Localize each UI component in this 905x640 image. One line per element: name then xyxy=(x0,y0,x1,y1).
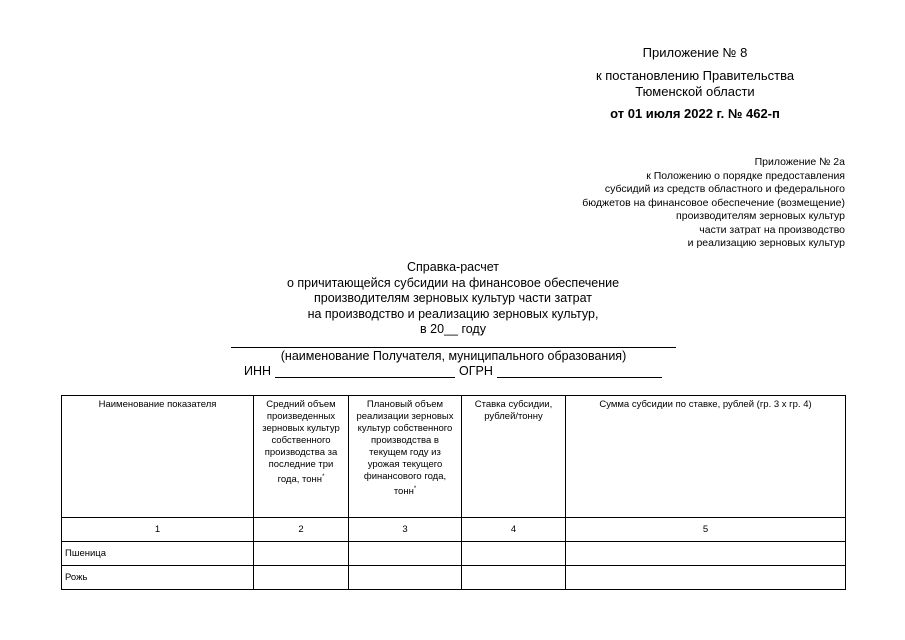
column-header: Сумма субсидии по ставке, рублей (гр. 3 x гр. 4) xyxy=(566,396,846,518)
title-line: Справка-расчет xyxy=(407,260,499,274)
title-line: в 20__ году xyxy=(420,322,486,336)
table-cell[interactable] xyxy=(349,542,462,566)
footnote-mark: * xyxy=(413,486,417,492)
table-cell[interactable] xyxy=(254,566,349,590)
row-label: Пшеница xyxy=(62,542,254,566)
sub-appendix-line: и реализацию зерновых культур xyxy=(687,237,845,249)
appendix-date: от 01 июля 2022 г. № 462-п xyxy=(610,106,780,121)
inn-label: ИНН xyxy=(244,364,272,378)
sub-appendix-line: производителям зерновых культур xyxy=(676,210,845,222)
sub-appendix-block xyxy=(480,156,845,251)
table-row xyxy=(62,566,846,590)
table-cell[interactable] xyxy=(566,566,846,590)
column-number-row xyxy=(62,518,846,542)
column-header: Ставка субсидии, рублей/тонну xyxy=(462,396,566,518)
table-cell[interactable] xyxy=(566,542,846,566)
appendix-number: Приложение № 8 xyxy=(642,45,748,60)
column-number: 1 xyxy=(62,518,254,542)
sub-appendix-line: части затрат на производство xyxy=(699,223,845,236)
recipient-caption: (наименование Получателя, муниципального образования) xyxy=(280,349,627,363)
column-number: 4 xyxy=(462,518,566,542)
table-cell[interactable] xyxy=(254,542,349,566)
appendix-block xyxy=(560,44,830,123)
sub-appendix-line: к Положению о порядке предоставления xyxy=(646,169,845,182)
table-row xyxy=(62,542,846,566)
sub-appendix-line: субсидий из средств областного и федерального xyxy=(604,183,845,195)
table-cell[interactable] xyxy=(462,542,566,566)
table-header-row xyxy=(62,396,846,518)
title-line: на производство и реализацию зерновых культур, xyxy=(307,306,599,321)
column-number: 5 xyxy=(566,518,846,542)
appendix-region: Тюменской области xyxy=(635,84,755,99)
table-cell[interactable] xyxy=(349,566,462,590)
sub-appendix-line: Приложение № 2а xyxy=(754,156,845,168)
title-line: производителям зерновых культур части затрат xyxy=(314,291,592,305)
column-header: Наименование показателя xyxy=(62,396,254,518)
document-title xyxy=(253,260,653,338)
table-cell[interactable] xyxy=(462,566,566,590)
ogrn-field[interactable] xyxy=(497,377,662,378)
footnote-mark: * xyxy=(322,474,325,480)
title-line: о причитающейся субсидии на финансовое обеспечение xyxy=(286,275,620,290)
appendix-decree: к постановлению Правительства xyxy=(595,68,795,83)
column-number: 3 xyxy=(349,518,462,542)
recipient-name-line[interactable] xyxy=(231,347,676,348)
column-header: Средний объем произведенных зерновых культур собственного производства за последние три года, тонн* xyxy=(254,396,349,518)
column-header: Плановый объем реализации зерновых культур собственного производства в текущем году из урожая текущего финансового года, тонн* xyxy=(349,396,462,518)
column-number: 2 xyxy=(254,518,349,542)
subsidy-table xyxy=(61,395,846,590)
inn-field[interactable] xyxy=(275,377,455,378)
ogrn-label: ОГРН xyxy=(459,364,493,378)
sub-appendix-line: бюджетов на финансовое обеспечение (возмещение) xyxy=(582,196,845,209)
row-label: Рожь xyxy=(62,566,254,590)
